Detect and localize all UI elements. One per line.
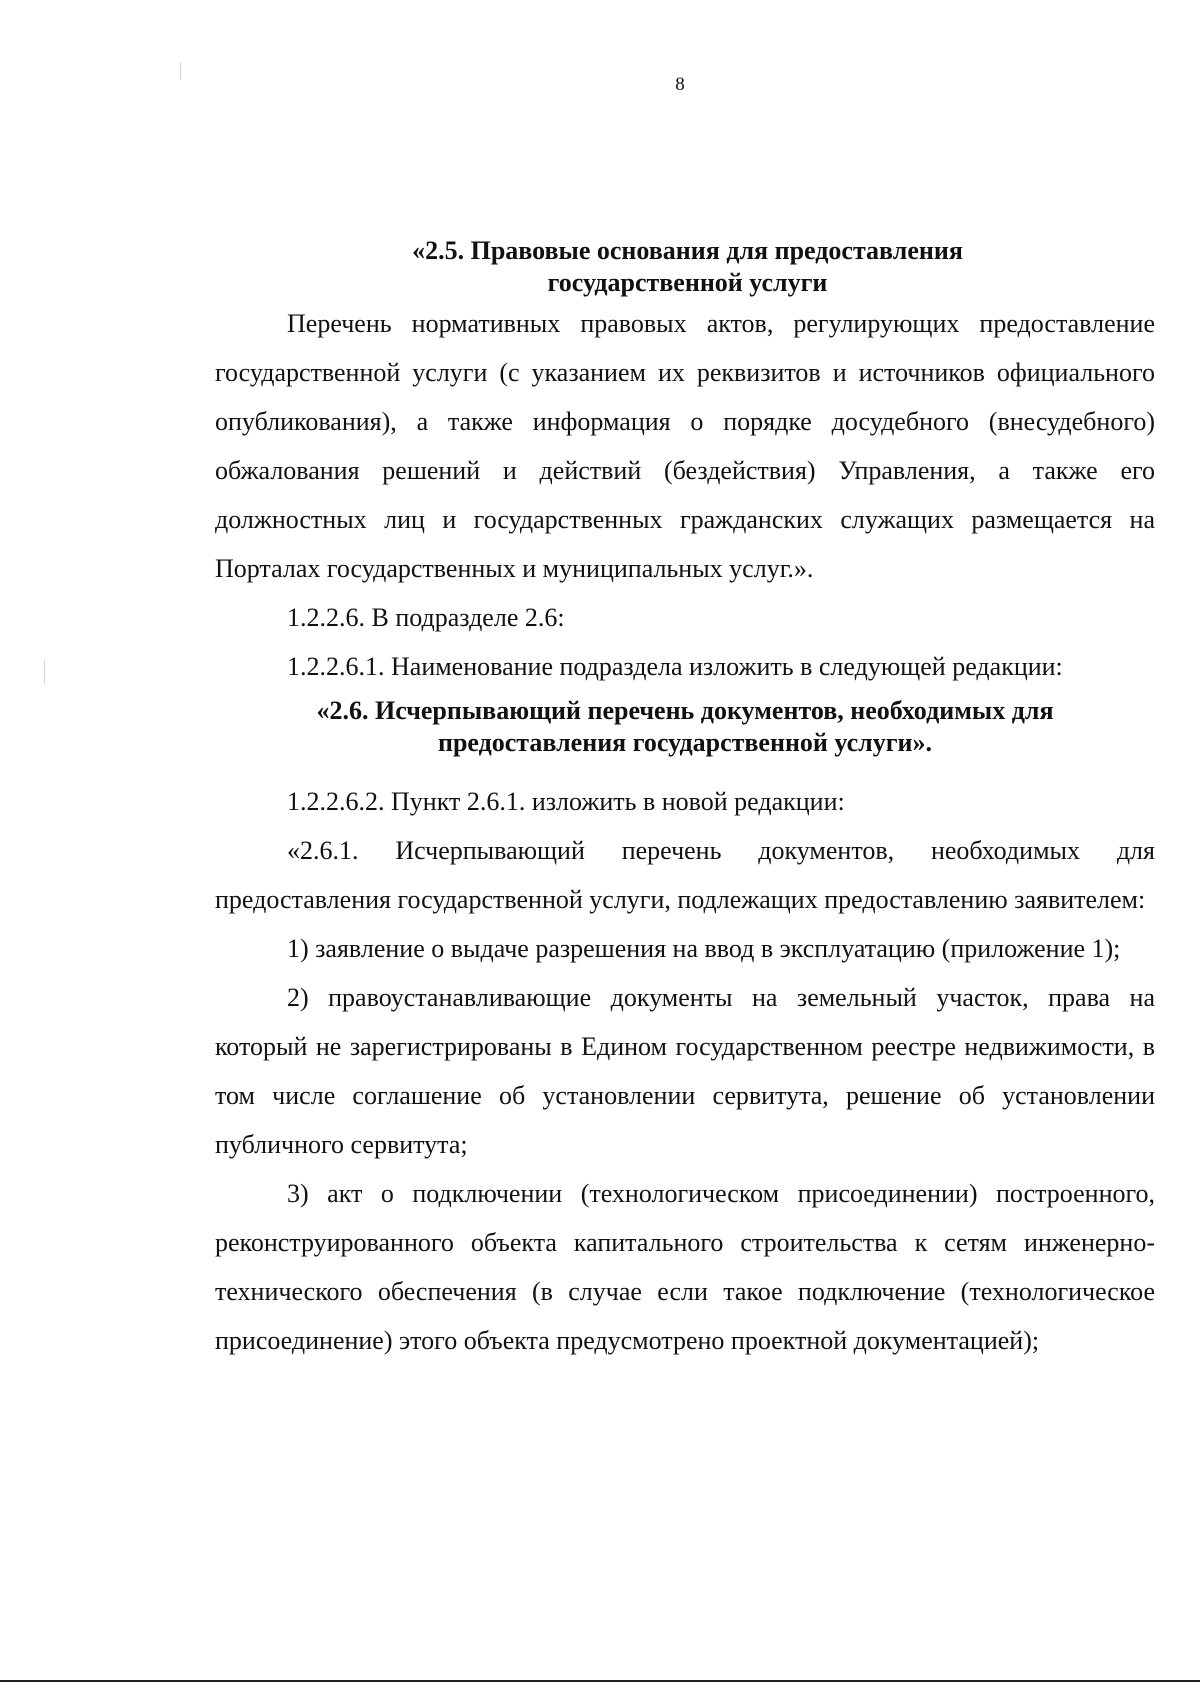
document-body [215, 235, 1155, 1365]
document-list-item: 1) заявление о выдаче разрешения на ввод в эксплуатацию (приложение 1); [287, 934, 1121, 963]
document-list-item: 3) акт о подключении (технологическом присоединении) построенного, реконструированного объекта капитального строительства к сетям инженерно-технического обеспечения (в случае если такое подключение (технологическое присоединение) этого объекта предусмотрено проектной документацией); [215, 1179, 1155, 1355]
amendment-1-2-2-6-2: 1.2.2.6.2. Пункт 2.6.1. изложить в новой редакции: [287, 787, 845, 816]
section-2-6-heading-line1: «2.6. Исчерпывающий перечень документов, необходимых для [316, 696, 1054, 725]
section-2-5-heading-line1: «2.5. Правовые основания для предоставления [412, 236, 963, 265]
page-bottom-rule [0, 1680, 1200, 1682]
section-2-5-heading-line2: государственной услуги [547, 268, 828, 297]
section-2-6-1-intro: «2.6.1. Исчерпывающий перечень документов, необходимых для предоставления государственной услуги, подлежащих предоставлению заявителем: [215, 836, 1155, 914]
amendment-1-2-2-6: 1.2.2.6. В подразделе 2.6: [287, 603, 565, 632]
amendment-1-2-2-6-1: 1.2.2.6.1. Наименование подраздела изложить в следующей редакции: [287, 652, 1063, 681]
section-2-6-heading-line2: предоставления государственной услуги». [437, 728, 933, 757]
scan-artifact [180, 62, 181, 80]
document-list-item: 2) правоустанавливающие документы на земельный участок, права на который не зарегистрированы в Едином государственном реестре недвижимости, в том числе соглашение об установлении сервитута, решение об установлении публичного сервитута; [215, 983, 1155, 1159]
page-number: 8 [675, 74, 685, 95]
section-2-5-heading [215, 235, 1155, 299]
section-2-5-paragraph: Перечень нормативных правовых актов, регулирующих предоставление государственной услуги (с указанием их реквизитов и источников официального опубликования), а также информация о порядке досудебного (внесудебного) обжалования решений и действий (бездействия) Управления, а также его должностных лиц и государственных гражданских служащих размещается на Порталах государственных и муниципальных услуг.». [215, 309, 1155, 583]
section-2-6-heading [215, 695, 1155, 759]
scan-artifact [44, 660, 45, 684]
